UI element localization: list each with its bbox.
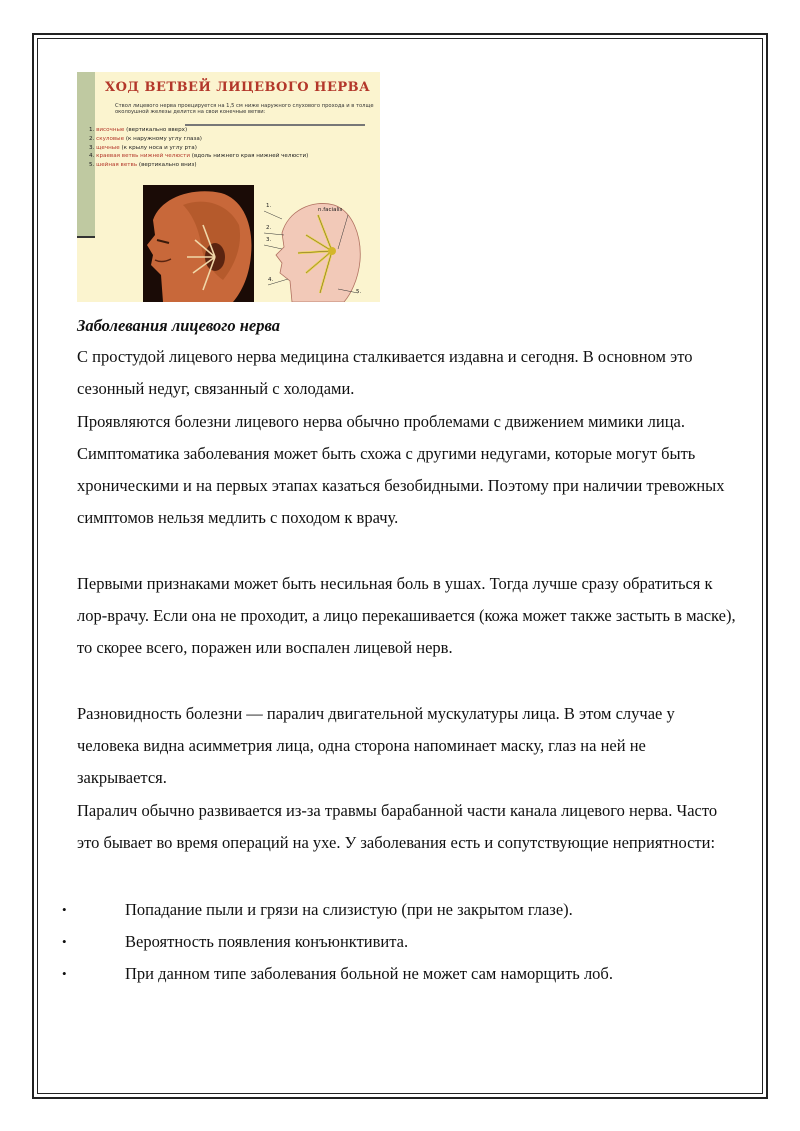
diagram-label-4: 4. bbox=[268, 277, 274, 283]
bullet-icon: • bbox=[62, 934, 67, 949]
list-item: • При данном типе заболевания больной не может сам наморщить лоб. bbox=[62, 958, 613, 990]
branch-list bbox=[89, 126, 308, 170]
nerve-diagram bbox=[262, 189, 366, 302]
complications-list bbox=[62, 894, 613, 990]
anatomy-photo bbox=[143, 185, 254, 302]
branch-item: 1. височные (вертикально вверх) bbox=[89, 127, 188, 133]
list-item: • Попадание пыли и грязи на слизистую (при не закрытом глазе). bbox=[62, 894, 613, 926]
bullet-icon: • bbox=[62, 966, 67, 981]
section-heading: Заболевания лицевого нерва bbox=[77, 316, 281, 335]
slide-title: ХОД ВЕТВЕЙ ЛИЦЕВОГО НЕРВА bbox=[105, 80, 371, 95]
diagram-label-3: 3. bbox=[266, 237, 272, 243]
branch-item: 3. щечные (к крылу носа и углу рта) bbox=[89, 144, 197, 151]
diagram-label-nerve: n.facialis bbox=[318, 207, 343, 213]
branch-item: 2. скуловые (к наружному углу глаза) bbox=[89, 135, 202, 142]
branch-item: 4. краевая ветвь нижней челюсти (вдоль нижнего края нижней челюсти) bbox=[89, 153, 309, 160]
paragraph: С простудой лицевого нерва медицина сталкивается издавна и сегодня. В основном это сезонный недуг, связанный с холодами. bbox=[77, 347, 693, 398]
list-item: • Вероятность появления конъюнктивита. bbox=[62, 926, 613, 958]
bullet-icon: • bbox=[62, 902, 67, 917]
diagram-label-1: 1. bbox=[266, 203, 272, 209]
facial-nerve-illustration bbox=[77, 72, 380, 302]
paragraph: Проявляются болезни лицевого нерва обычно проблемами с движением мимики лица. Симптоматика заболевания может быть схожа с другими недугами, которые могут быть хроническими и на первых этапах казаться безобидными. Поэтому при наличии тревожных симптомов нельзя медлить с походом к врачу. bbox=[77, 412, 725, 527]
paragraph: Разновидность болезни — паралич двигательной мускулатуры лица. В этом случае у человека видна асимметрия лица, одна сторона напоминает маску, глаз на ней не закрывается. bbox=[77, 704, 675, 787]
slide-sidebar-rule bbox=[77, 236, 95, 238]
slide-intro-text: Ствол лицевого нерва проецируется на 1,5 см ниже наружного слухового прохода и в толще околоушной железы делится на свои конечные ветви: bbox=[115, 103, 374, 115]
branch-item: 5. шейная ветвь (вертикально вниз) bbox=[89, 162, 197, 169]
diagram-label-2: 2. bbox=[266, 225, 272, 231]
paragraph: Первыми признаками может быть несильная боль в ушах. Тогда лучше сразу обратиться к лор-врачу. Если она не проходит, а лицо перекашивается (кожа может также застыть в маске), то скорее всего, поражен или воспален лицевой нерв. bbox=[77, 574, 736, 657]
paragraph: Паралич обычно развивается из-за травмы барабанной части канала лицевого нерва. Часто это бывает во время операций на ухе. У заболевания есть и сопутствующие неприятности: bbox=[77, 801, 718, 852]
diagram-label-5: 5. bbox=[356, 289, 362, 295]
